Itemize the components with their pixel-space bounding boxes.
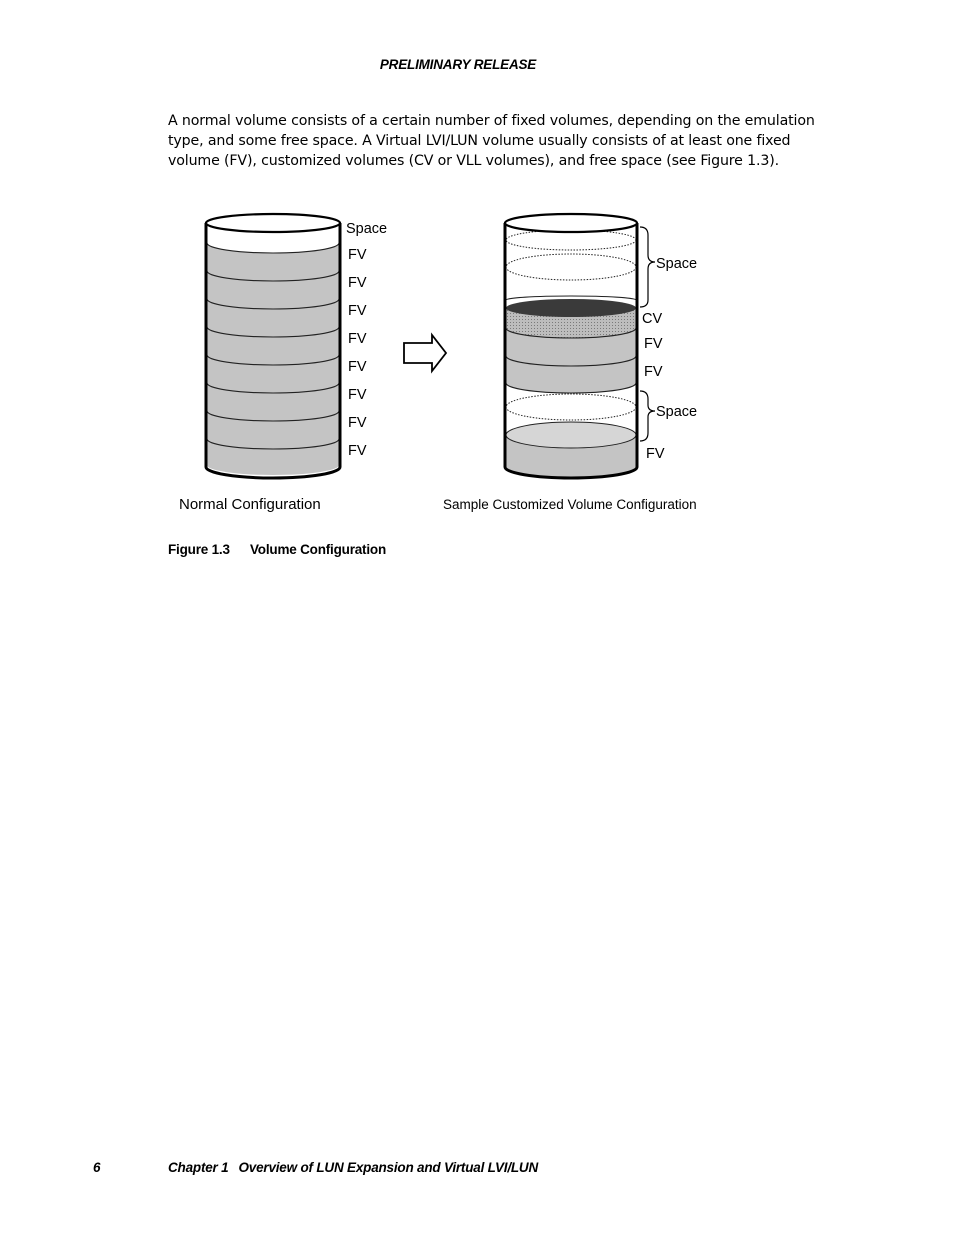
left-label-fv-5: FV [348,359,367,375]
left-label-space: Space [346,221,388,237]
right-label-space-top: Space [656,256,698,272]
right-label-space-middle: Space [656,404,698,420]
normal-volume-cylinder [206,214,340,478]
left-label-fv-4: FV [348,331,367,347]
chapter-line [168,1160,538,1175]
volume-configuration-figure [168,205,788,525]
right-label-cv: CV [642,311,663,327]
page-number: 6 [93,1160,101,1175]
right-label-fv-3: FV [646,446,665,462]
left-label-fv-8: FV [348,443,367,459]
brace-space-top [640,227,655,307]
figure-caption-title: Volume Configuration [250,542,386,557]
figure-caption [168,542,386,557]
brace-space-middle [640,391,655,441]
right-label-fv-2: FV [644,364,663,380]
custom-configuration-caption: Sample Customized Volume Configuration [443,497,697,512]
left-label-fv-3: FV [348,303,367,319]
normal-configuration-caption: Normal Configuration [179,496,321,513]
figure-caption-number: Figure 1.3 [168,542,230,557]
left-label-fv-6: FV [348,387,367,403]
right-arrow-icon [404,335,446,371]
left-label-fv-7: FV [348,415,367,431]
chapter-label: Chapter 1 [168,1160,229,1175]
page-header: PRELIMINARY RELEASE [379,57,537,72]
customized-volume-cylinder [505,214,637,478]
volume-diagram [168,205,788,525]
chapter-title: Overview of LUN Expansion and Virtual LVI/LUN [238,1160,539,1175]
body-paragraph: A normal volume consists of a certain number of fixed volumes, depending on the emulation type, and some free space. A Virtual LVI/LUN volume usually consists of at least one fixed volume (FV), customized volumes (CV or VLL volumes), and free space (see Figure 1.3). [168,113,815,169]
left-label-fv-1: FV [348,247,367,263]
right-label-fv-1: FV [644,336,663,352]
left-label-fv-2: FV [348,275,367,291]
